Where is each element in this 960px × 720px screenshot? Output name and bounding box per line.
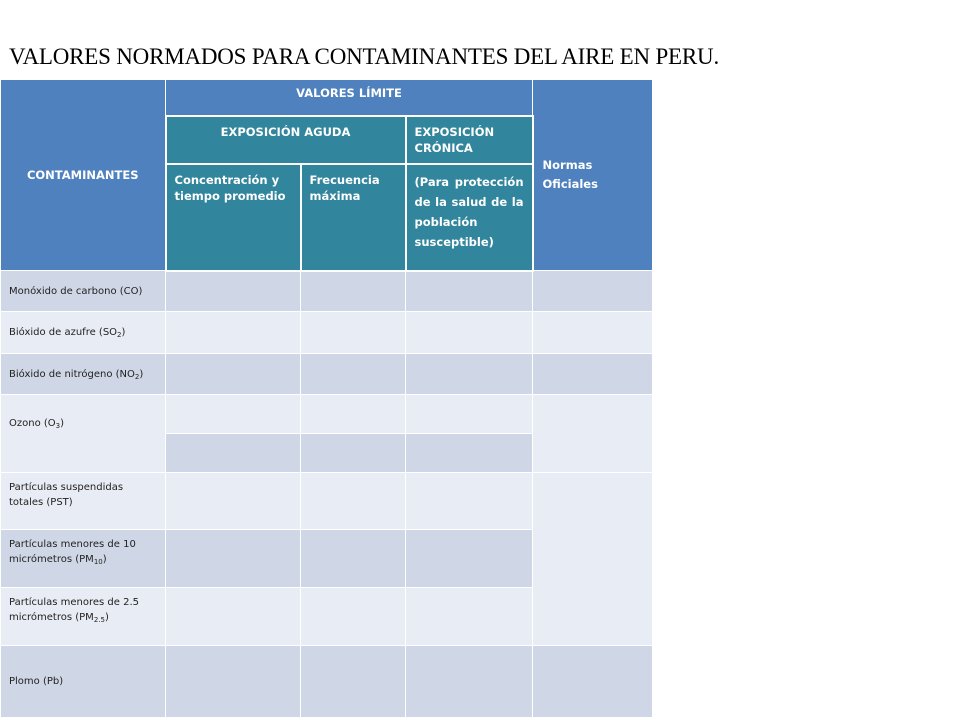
pollutant-name-text: Partículas suspendidas totales (PST) — [9, 482, 124, 508]
pollutant-name-suffix: ) — [104, 612, 109, 623]
cell-cronica — [406, 395, 533, 434]
header-proteccion-label: (Para protección de la salud de la población susceptible) — [414, 174, 524, 249]
table-row — [1, 646, 653, 718]
cell-frecuencia — [301, 312, 406, 354]
header-frecuencia — [301, 164, 406, 271]
cell-concentracion — [166, 395, 301, 434]
header-valores-limite — [166, 80, 533, 116]
table-row — [1, 312, 653, 354]
cell-cronica — [406, 530, 533, 588]
cell-concentracion — [166, 530, 301, 588]
pollutant-subscript: 2 — [134, 372, 140, 381]
pollutant-name-suffix: ) — [102, 554, 107, 565]
cell-normas — [533, 271, 653, 312]
header-exposicion-cronica — [406, 116, 533, 164]
cell-concentracion — [166, 588, 301, 646]
header-exposicion-aguda-label: EXPOSICIÓN AGUDA — [220, 124, 351, 139]
pollutant-subscript: 10 — [93, 558, 103, 566]
cell-frecuencia — [301, 530, 406, 588]
cell-frecuencia — [301, 646, 406, 718]
pollutant-name-suffix: ) — [139, 368, 144, 380]
cell-concentracion — [166, 646, 301, 718]
page-title: VALORES NORMADOS PARA CONTAMINANTES DEL AIRE EN PERU. — [9, 44, 720, 69]
header-proteccion — [406, 164, 533, 271]
pollutant-name-text: Plomo (Pb) — [9, 676, 64, 687]
header-concentracion-label: Concentración y tiempo promedio — [174, 172, 286, 203]
cell-cronica — [406, 588, 533, 646]
cell-concentracion — [166, 354, 301, 395]
header-contaminantes-label: CONTAMINANTES — [26, 168, 139, 182]
header-exposicion-cronica-label: EXPOSICIÓN CRÓNICA — [414, 124, 495, 155]
cell-cronica — [406, 271, 533, 312]
table-row — [1, 354, 653, 395]
cell-normas — [533, 473, 653, 646]
pollutant-name — [1, 271, 166, 312]
header-exposicion-aguda — [166, 116, 406, 164]
table-row — [1, 271, 653, 312]
pollutant-name-suffix: ) — [121, 327, 126, 338]
pollutant-name — [1, 530, 166, 588]
cell-normas — [533, 354, 653, 395]
cell-frecuencia — [301, 395, 406, 434]
cell-frecuencia — [301, 354, 406, 395]
pollutant-name — [1, 395, 166, 473]
cell-frecuencia — [301, 271, 406, 312]
header-contaminantes — [1, 80, 166, 271]
cell-frecuencia — [301, 434, 406, 473]
pollutant-name — [1, 473, 166, 530]
cell-concentracion — [166, 271, 301, 312]
pollutant-subscript: 2.5 — [93, 616, 105, 624]
pollutant-limits-table — [0, 79, 653, 718]
pollutant-subscript: 3 — [55, 422, 61, 430]
pollutant-subscript: 2 — [117, 331, 122, 339]
cell-cronica — [406, 473, 533, 530]
pollutant-name-suffix: ) — [60, 418, 65, 429]
cell-normas — [533, 395, 653, 473]
pollutant-name-text: Bióxido de azufre (SO — [9, 327, 118, 338]
table-row — [1, 473, 653, 530]
pollutant-name — [1, 312, 166, 354]
pollutant-name — [1, 646, 166, 718]
pollutant-name-text: Bióxido de nitrógeno (NO — [9, 368, 135, 380]
header-valores-limite-label: VALORES LÍMITE — [296, 86, 402, 100]
pollutant-name-text: Partículas menores de 2.5 micrómetros (PM — [9, 597, 140, 623]
table-row — [1, 395, 653, 434]
cell-frecuencia — [301, 473, 406, 530]
header-normas-oficiales — [533, 80, 653, 271]
pollutant-name-text: Ozono (O — [9, 418, 56, 429]
cell-concentracion — [166, 473, 301, 530]
pollutant-name — [1, 354, 166, 395]
pollutant-name — [1, 588, 166, 646]
header-normas-oficiales-label: Normas Oficiales — [542, 158, 598, 191]
cell-concentracion — [166, 434, 301, 473]
cell-cronica — [406, 646, 533, 718]
cell-concentracion — [166, 312, 301, 354]
cell-frecuencia — [301, 588, 406, 646]
header-concentracion — [166, 164, 301, 271]
pollutant-name-text: Monóxido de carbono (CO) — [9, 285, 143, 297]
header-frecuencia-label: Frecuencia máxima — [309, 172, 380, 203]
cell-cronica — [406, 312, 533, 354]
pollutant-name-text: Partículas menores de 10 micrómetros (PM — [9, 539, 136, 565]
cell-normas — [533, 646, 653, 718]
cell-cronica — [406, 354, 533, 395]
cell-normas — [533, 312, 653, 354]
cell-cronica — [406, 434, 533, 473]
